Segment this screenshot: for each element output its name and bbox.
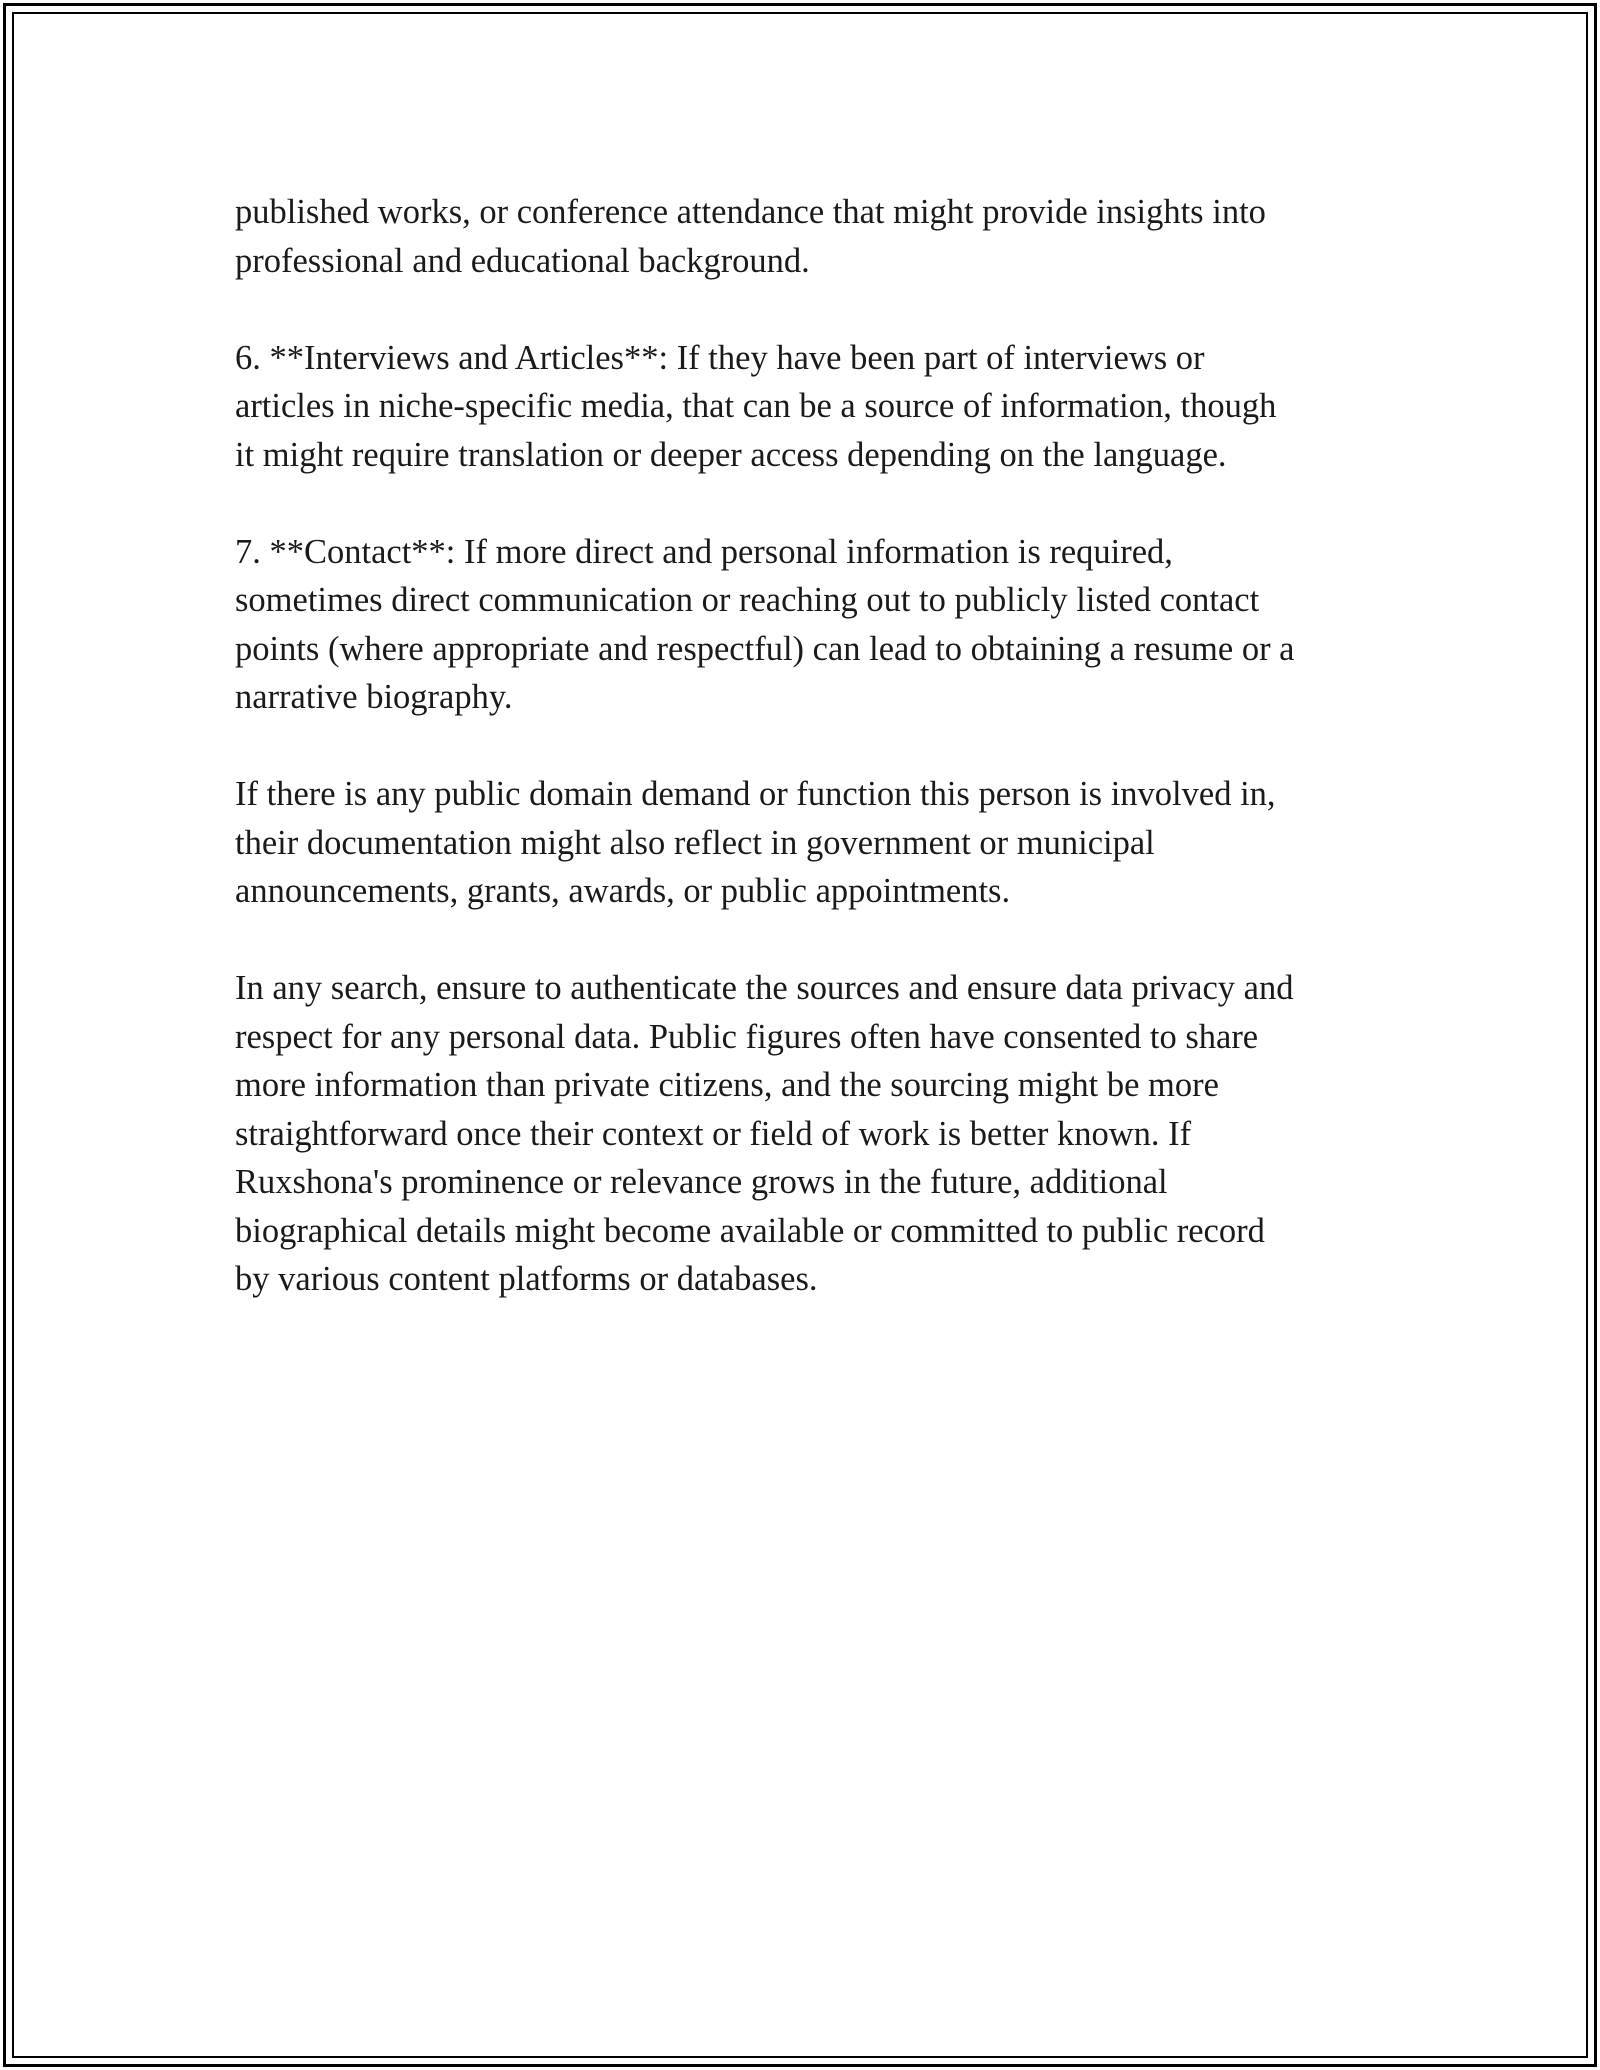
paragraph-search-privacy: In any search, ensure to authenticate the sources and ensure data privacy and respect for any personal data. Public figures often have consented to share more information than private citizens, and the sourcing might be more straightforward once their context or field of work is better known. If Ruxshona's prominence or relevance grows in the future, additional biographical details might become available or committed to public record by various content platforms or databases. [235,969,1294,1298]
document-body [235,188,1375,1352]
paragraph-contact: 7. **Contact**: If more direct and personal information is required, sometimes direct communication or reaching out to publicly listed contact points (where appropriate and respectful) can lead to obtaining a resume or a narrative biography. [235,532,1295,716]
paragraph-interviews-and-articles: 6. **Interviews and Articles**: If they have been part of interviews or articles in niche-specific media, that can be a source of information, though it might require translation or deeper access depending on the language. [235,338,1277,474]
paragraph-public-domain: If there is any public domain demand or function this person is involved in, their documentation might also reflect in government or municipal announcements, grants, awards, or public appointments. [235,775,1276,910]
paragraph-published-works: published works, or conference attendance that might provide insights into professional and educational background. [235,193,1266,280]
